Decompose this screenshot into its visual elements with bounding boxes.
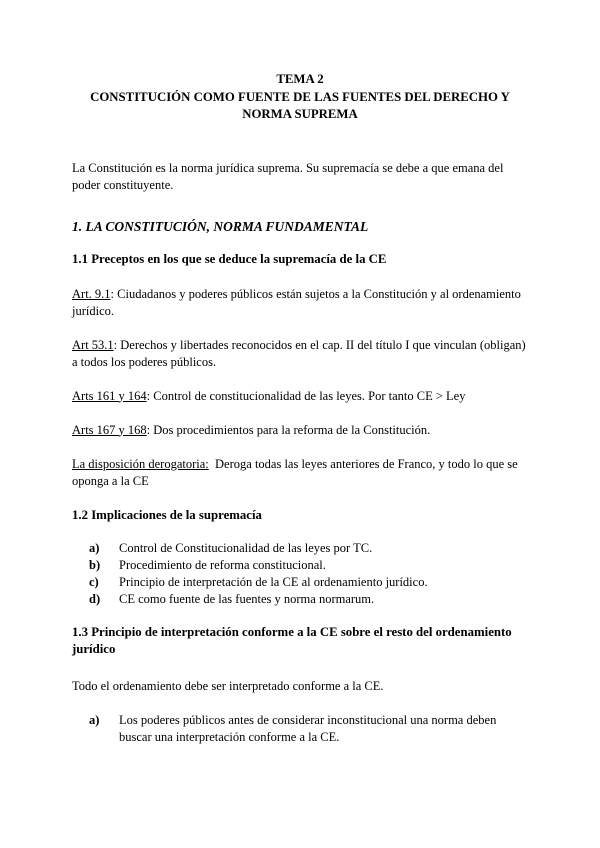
section-1-heading: 1. LA CONSTITUCIÓN, NORMA FUNDAMENTAL [72, 218, 369, 234]
article-item [72, 456, 528, 490]
list-marker: a) [89, 712, 100, 727]
article-item [72, 337, 528, 371]
list-item [72, 540, 528, 557]
article-item [72, 388, 528, 405]
list-marker: d) [89, 591, 101, 606]
list-item-text: Control de Constitucionalidad de las leyes por TC. [119, 540, 373, 555]
list-item-text: Procedimiento de reforma constitucional. [119, 557, 326, 572]
list-item [72, 557, 528, 574]
article-text: Deroga todas las leyes anteriores de Franco, y todo lo que se oponga a la CE [72, 456, 521, 488]
article-text: : Dos procedimientos para la reforma de la Constitución. [146, 422, 431, 437]
article-item [72, 422, 528, 439]
interpretation-list [72, 712, 528, 746]
list-item [72, 712, 528, 746]
article-ref: Arts 161 y 164 [72, 388, 147, 403]
list-item [72, 591, 528, 608]
section-1-1-heading: 1.1 Preceptos en los que se deduce la supremacía de la CE [72, 251, 387, 266]
section-1-2-heading: 1.2 Implicaciones de la supremacía [72, 507, 262, 522]
title-line-3: NORMA SUPREMA [242, 107, 358, 121]
article-ref: La disposición derogatoria: [72, 456, 209, 471]
list-item-text: Principio de interpretación de la CE al ordenamiento jurídico. [119, 574, 428, 589]
list-marker: c) [89, 574, 99, 589]
section-1-3-paragraph: Todo el ordenamiento debe ser interpretado conforme a la CE. [72, 678, 384, 693]
article-text: : Control de constitucionalidad de las leyes. Por tanto CE > Ley [146, 388, 466, 403]
article-ref: Arts 167 y 168 [72, 422, 147, 437]
article-ref: Art. 9.1 [72, 286, 111, 301]
article-text: : Ciudadanos y poderes públicos están sujetos a la Constitución y al ordenamiento jurídico. [72, 286, 521, 318]
intro-paragraph: La Constitución es la norma jurídica suprema. Su supremacía se debe a que emana del poder constituyente. [72, 160, 504, 192]
document-page [72, 71, 528, 746]
list-marker: b) [89, 557, 101, 572]
implications-list [72, 540, 528, 608]
list-item-text: CE como fuente de las fuentes y norma normarum. [119, 591, 375, 606]
section-1-3-heading: 1.3 Principio de interpretación conforme a la CE sobre el resto del ordenamiento jurídico [72, 624, 512, 656]
article-text: : Derechos y libertades reconocidos en el cap. II del título I que vinculan (obligan) a todos los poderes públicos. [72, 337, 526, 369]
document-title [72, 71, 528, 124]
list-item-text: Los poderes públicos antes de considerar inconstitucional una norma deben buscar una interpretación conforme a la CE. [119, 712, 497, 744]
title-line-2: CONSTITUCIÓN COMO FUENTE DE LAS FUENTES DEL DERECHO Y [90, 89, 510, 104]
list-item [72, 574, 528, 591]
article-ref: Art 53.1 [72, 337, 114, 352]
article-item [72, 286, 528, 320]
title-line-1: TEMA 2 [276, 72, 324, 86]
list-marker: a) [89, 540, 100, 555]
